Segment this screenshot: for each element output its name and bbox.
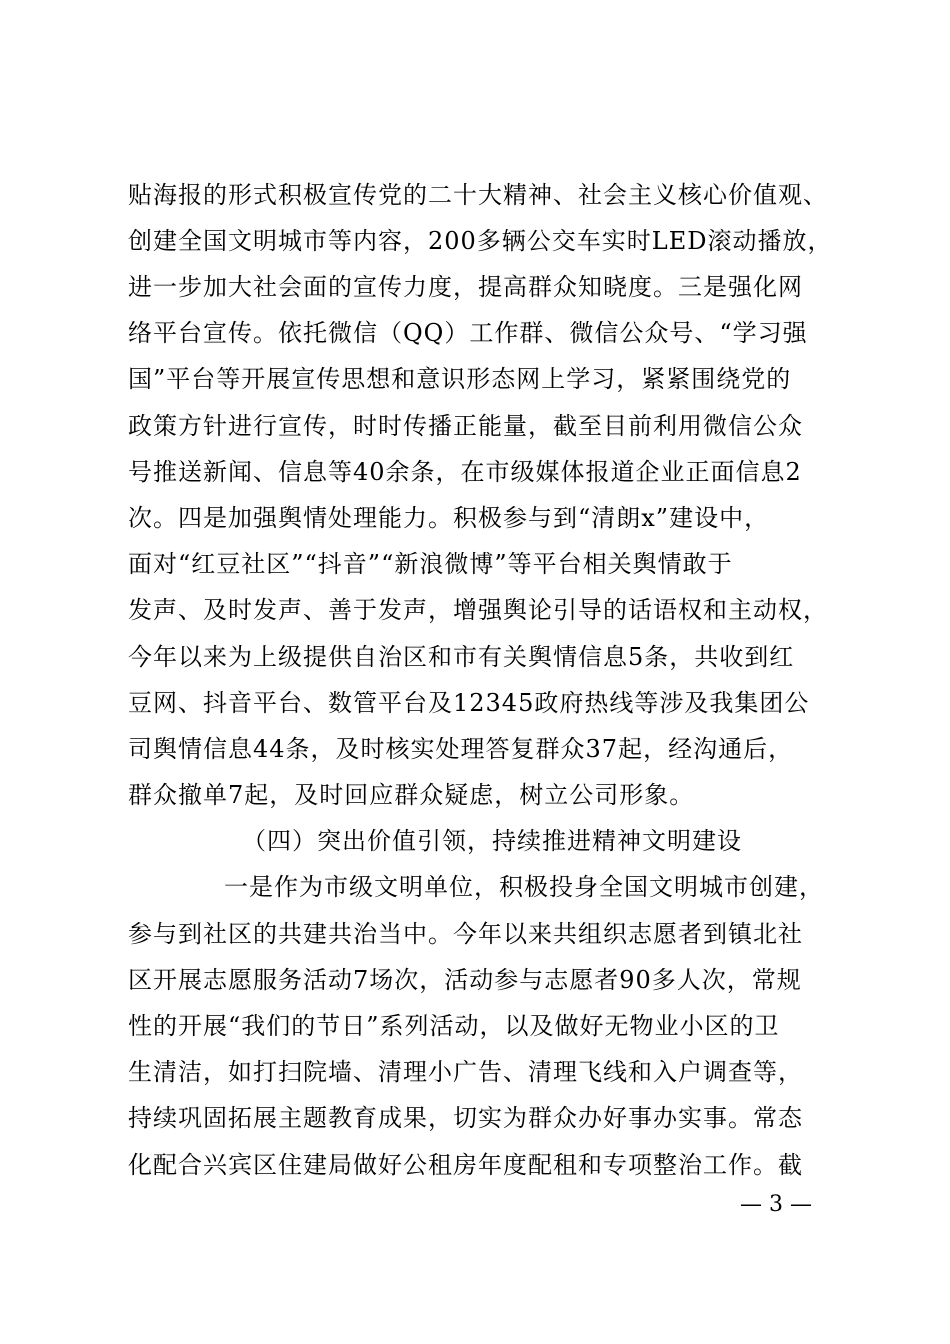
section-line: 一是作为市级文明单位，积极投身全国文明城市创建， bbox=[224, 873, 824, 901]
body-line: 司舆情信息44条，及时核实处理答复群众37起，经沟通后， bbox=[128, 735, 794, 763]
section-heading: （四）突出价值引领，持续推进精神文明建设 bbox=[242, 827, 742, 855]
body-line: 进一步加大社会面的宣传力度，提高群众知晓度。三是强化网 bbox=[128, 273, 803, 301]
body-line: 号推送新闻、信息等40余条，在市级媒体报道企业正面信息2 bbox=[128, 458, 802, 486]
body-line: 次。四是加强舆情处理能力。积极参与到“清朗x”建设中， bbox=[128, 504, 770, 532]
section-line: 持续巩固拓展主题教育成果，切实为群众办好事办实事。常态 bbox=[128, 1104, 803, 1132]
body-line: 群众撤单7起，及时回应群众疑虑，树立公司形象。 bbox=[128, 781, 695, 809]
body-line: 发声、及时发声、善于发声，增强舆论引导的话语权和主动权， bbox=[128, 596, 828, 624]
page-number: — 3 — bbox=[740, 1192, 812, 1217]
section-line: 性的开展“我们的节日”系列活动，以及做好无物业小区的卫 bbox=[128, 1012, 780, 1040]
body-line: 豆网、抖音平台、数管平台及12345政府热线等涉及我集团公 bbox=[128, 689, 810, 717]
body-line: 贴海报的形式积极宣传党的二十大精神、社会主义核心价值观、 bbox=[128, 181, 828, 209]
section-line: 生清洁，如打扫院墙、清理小广告、清理飞线和入户调查等， bbox=[128, 1058, 803, 1086]
section-line: 区开展志愿服务活动7场次，活动参与志愿者90多人次，常规 bbox=[128, 966, 802, 994]
section-line: 参与到社区的共建共治当中。今年以来共组织志愿者到镇北社 bbox=[128, 920, 803, 948]
body-line: 政策方针进行宣传，时时传播正能量，截至目前利用微信公众 bbox=[128, 412, 803, 440]
body-line: 面对“红豆社区”“抖音”“新浪微博”等平台相关舆情敢于 bbox=[128, 550, 733, 578]
body-line: 络平台宣传。依托微信（QQ）工作群、微信公众号、“学习强 bbox=[128, 319, 808, 347]
body-line: 国”平台等开展宣传思想和意识形态网上学习，紧紧围绕党的 bbox=[128, 365, 792, 393]
body-line: 创建全国文明城市等内容，200多辆公交车实时LED滚动播放， bbox=[128, 227, 833, 255]
body-line: 今年以来为上级提供自治区和市有关舆情信息5条，共收到红 bbox=[128, 643, 795, 671]
section-line: 化配合兴宾区住建局做好公租房年度配租和专项整治工作。截 bbox=[128, 1151, 803, 1179]
